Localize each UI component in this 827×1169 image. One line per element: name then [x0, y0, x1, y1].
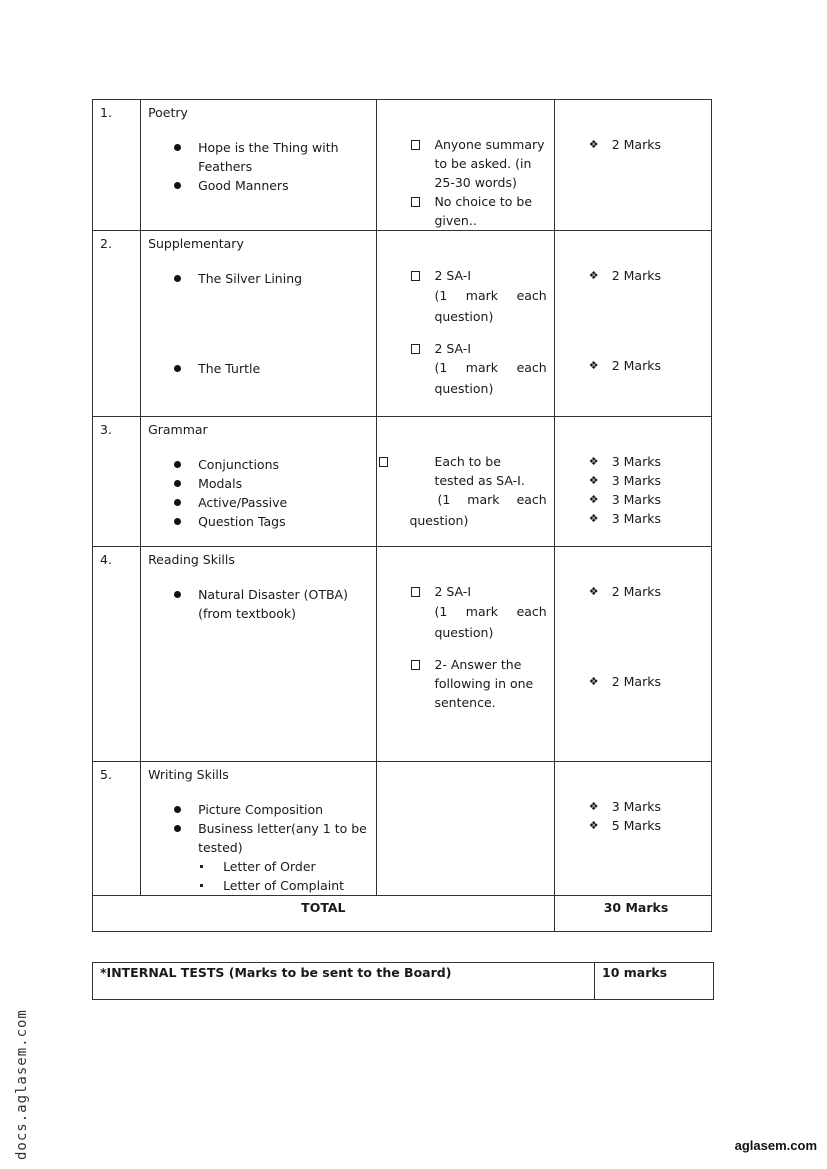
row-number: 1.: [100, 105, 112, 120]
square-bullet-icon: [200, 884, 203, 887]
diamond-bullet-icon: ❖: [588, 359, 599, 372]
diamond-bullet-icon: ❖: [588, 493, 599, 506]
marks-item: ❖ 3 Marks: [588, 454, 661, 469]
table-row: [93, 231, 712, 417]
bullet-icon: [174, 275, 181, 282]
pattern-item: No choice to be given..: [377, 192, 553, 230]
marks-item: ❖ 2 Marks: [588, 137, 661, 152]
bullet-icon: [174, 806, 181, 813]
bullet-icon: [174, 480, 181, 487]
row-number: 2.: [100, 236, 112, 251]
pattern-item: 2 SA-I (1 mark each question): [377, 339, 553, 398]
table-row: [93, 963, 714, 1000]
list-item: Conjunctions: [141, 455, 376, 474]
checkbox-icon: [411, 140, 420, 150]
pattern-item: 2 SA-I (1 mark each question): [377, 582, 553, 642]
total-marks: 30 Marks: [603, 900, 669, 915]
side-watermark: docs.aglasem.com: [14, 1009, 30, 1160]
diamond-bullet-icon: ❖: [588, 819, 599, 832]
bullet-icon: [174, 825, 181, 832]
internal-tests-table: [92, 962, 714, 1000]
diamond-bullet-icon: ❖: [588, 800, 599, 813]
list-item: Question Tags: [141, 512, 376, 531]
diamond-bullet-icon: ❖: [588, 474, 599, 487]
marks-item: ❖ 2 Marks: [588, 268, 661, 283]
list-item: Modals: [141, 474, 376, 493]
bullet-icon: [174, 518, 181, 525]
checkbox-icon: [411, 587, 420, 597]
marks-item: ❖ 5 Marks: [588, 818, 661, 833]
list-item: Picture Composition: [141, 800, 376, 819]
diamond-bullet-icon: ❖: [588, 455, 599, 468]
list-item: The Silver Lining: [141, 269, 376, 288]
corner-watermark: aglasem.com: [734, 1138, 817, 1153]
marks-item: ❖ 3 Marks: [588, 492, 661, 507]
row-number: 5.: [100, 767, 112, 782]
marks-item: ❖ 3 Marks: [588, 799, 661, 814]
checkbox-icon: [411, 271, 420, 281]
table-row: [93, 100, 712, 231]
list-item: Business letter(any 1 to be tested): [141, 819, 376, 857]
diamond-bullet-icon: ❖: [588, 138, 599, 151]
list-item: Active/Passive: [141, 493, 376, 512]
marks-item: ❖ 2 Marks: [588, 584, 661, 599]
bullet-icon: [174, 499, 181, 506]
bullet-icon: [174, 591, 181, 598]
bullet-icon: [174, 182, 181, 189]
pattern-item: Each to be tested as SA-I. (1 mark each question): [377, 452, 553, 530]
marks-item: ❖ 3 Marks: [588, 473, 661, 488]
internal-tests-label: *INTERNAL TESTS (Marks to be sent to the Board): [93, 963, 595, 1000]
marks-item: ❖ 2 Marks: [588, 358, 661, 373]
diamond-bullet-icon: ❖: [588, 675, 599, 688]
internal-tests-marks: 10 marks: [595, 963, 714, 1000]
bullet-icon: [174, 144, 181, 151]
checkbox-icon: [411, 344, 420, 354]
pattern-item: Anyone summary to be asked. (in 25-30 words): [377, 135, 553, 192]
section-heading: Supplementary: [148, 236, 244, 251]
marks-item: ❖ 2 Marks: [588, 674, 661, 689]
bullet-icon: [174, 365, 181, 372]
checkbox-icon: [411, 197, 420, 207]
table-row: [93, 762, 712, 896]
row-number: 4.: [100, 552, 112, 567]
list-item: Natural Disaster (OTBA) (from textbook): [141, 585, 376, 623]
sub-list-item: Letter of Order: [141, 857, 376, 876]
section-heading: Writing Skills: [148, 767, 229, 782]
pattern-item: 2 SA-I (1 mark each question): [377, 266, 553, 326]
syllabus-table: [92, 99, 712, 932]
checkbox-icon: [411, 660, 420, 670]
checkbox-icon: [379, 457, 388, 467]
diamond-bullet-icon: ❖: [588, 512, 599, 525]
square-bullet-icon: [200, 865, 203, 868]
section-heading: Poetry: [148, 105, 188, 120]
section-heading: Reading Skills: [148, 552, 235, 567]
pattern-item: 2- Answer the following in one sentence.: [377, 655, 553, 712]
marks-item: ❖ 3 Marks: [588, 511, 661, 526]
bullet-icon: [174, 461, 181, 468]
diamond-bullet-icon: ❖: [588, 585, 599, 598]
list-item: Hope is the Thing with Feathers: [141, 138, 376, 176]
table-row: [93, 547, 712, 762]
row-number: 3.: [100, 422, 112, 437]
total-label: TOTAL: [301, 900, 346, 915]
diamond-bullet-icon: ❖: [588, 269, 599, 282]
section-heading: Grammar: [148, 422, 208, 437]
list-item: Good Manners: [141, 176, 376, 195]
sub-list-item: Letter of Complaint: [141, 876, 376, 895]
table-row: [93, 417, 712, 547]
list-item: The Turtle: [141, 359, 376, 378]
total-row: [93, 896, 712, 932]
